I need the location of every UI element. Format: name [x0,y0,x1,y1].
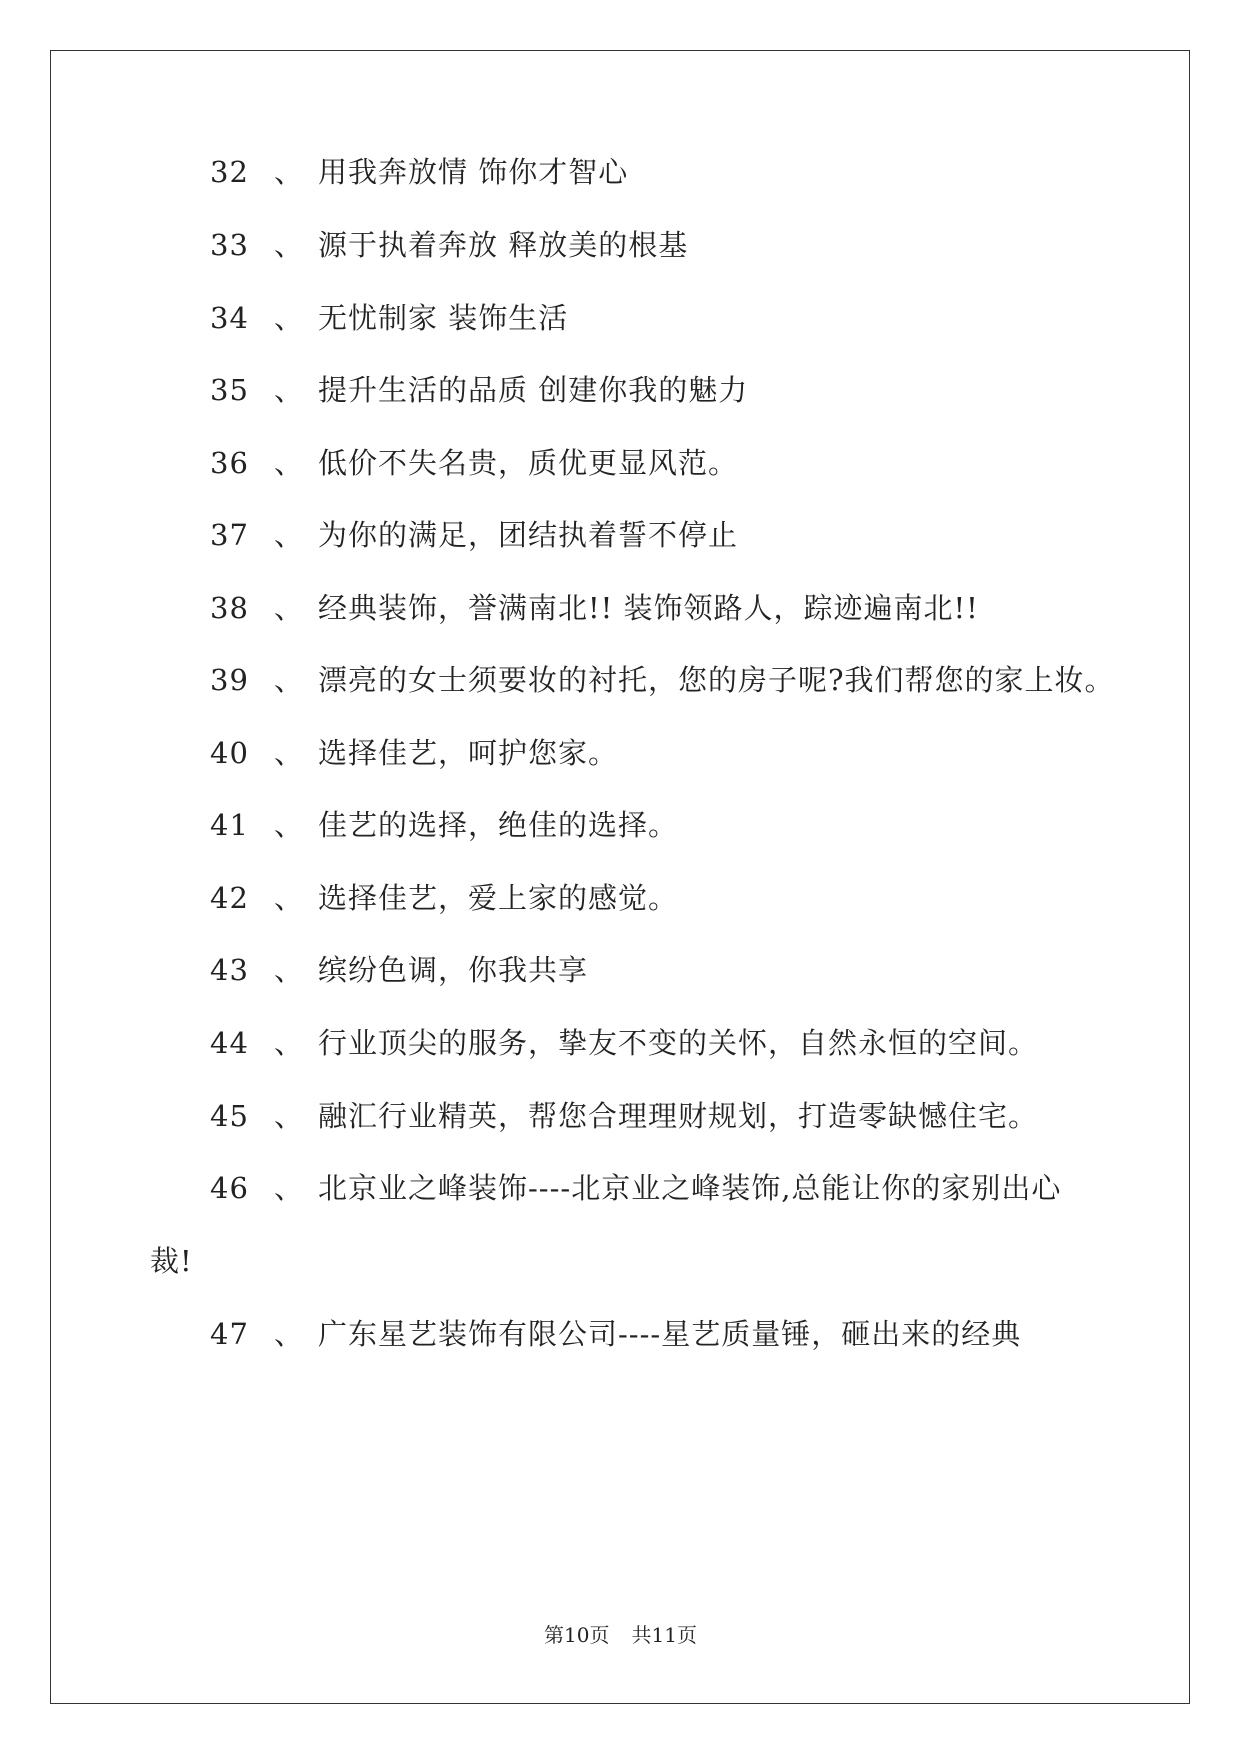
page-current: 10 [564,1623,590,1647]
item-number: 46 [210,1171,249,1205]
item-text: 为你的满足，团结执着誓不停止 [318,518,739,552]
item-number: 35 [210,373,249,407]
list-item: 42 、 选择佳艺，爱上家的感觉。 [150,878,1110,918]
item-text: 广东星艺装饰有限公司----星艺质量锤，砸出来的经典 [318,1317,1022,1351]
item-text: 漂亮的女士须要妆的衬托，您的房子呢?我们帮您的家上妆。 [318,663,1115,697]
item-text: 北京业之峰装饰----北京业之峰装饰,总能让你的家别出心 [318,1171,1062,1205]
item-text: 缤纷色调，你我共享 [318,953,589,987]
list-item: 47 、 广东星艺装饰有限公司----星艺质量锤，砸出来的经典 [150,1314,1110,1354]
item-number: 32 [210,155,249,189]
list-item: 44 、 行业顶尖的服务，挚友不变的关怀，自然永恒的空间。 [150,1023,1110,1063]
item-number: 38 [210,591,249,625]
item-text: 融汇行业精英，帮您合理理财规划，打造零缺憾住宅。 [318,1099,1039,1133]
list-item: 37 、 为你的满足，团结执着誓不停止 [150,515,1110,555]
item-number: 39 [210,663,249,697]
list-item: 35 、 提升生活的品质 创建你我的魅力 [150,370,1110,410]
item-text: 佳艺的选择，绝佳的选择。 [318,808,679,842]
item-number: 34 [210,301,249,335]
page-total: 11 [651,1623,677,1647]
item-number: 44 [210,1026,249,1060]
list-item: 39 、 漂亮的女士须要妆的衬托，您的房子呢?我们帮您的家上妆。 [150,660,1110,700]
item-text: 提升生活的品质 创建你我的魅力 [318,373,749,407]
item-text: 选择佳艺，呵护您家。 [318,736,619,770]
item-number: 36 [210,446,249,480]
item-number: 37 [210,518,249,552]
item-text: 行业顶尖的服务，挚友不变的关怀，自然永恒的空间。 [318,1026,1039,1060]
list-item: 32 、 用我奔放情 饰你才智心 [150,152,1110,192]
item-text: 低价不失名贵，质优更显风范。 [318,446,739,480]
item-text: 源于执着奔放 释放美的根基 [318,228,689,262]
list-item: 46 、 北京业之峰装饰----北京业之峰装饰,总能让你的家别出心 [150,1168,1110,1208]
page-footer: 第10页 共11页 [544,1623,697,1647]
list-item: 38 、 经典装饰，誉满南北!! 装饰领路人，踪迹遍南北!! [150,588,1110,628]
item-number: 41 [210,808,249,842]
item-text: 无忧制家 装饰生活 [318,301,569,335]
item-number: 43 [210,953,249,987]
item-number: 33 [210,228,249,262]
list-item: 33 、 源于执着奔放 释放美的根基 [150,225,1110,265]
item-number: 45 [210,1099,249,1133]
list-item: 45 、 融汇行业精英，帮您合理理财规划，打造零缺憾住宅。 [150,1096,1110,1136]
item-text: 选择佳艺，爱上家的感觉。 [318,881,679,915]
item-text: 用我奔放情 饰你才智心 [318,155,629,189]
item-number: 47 [210,1317,249,1351]
item-text: 裁! [150,1244,193,1278]
list-item: 43 、 缤纷色调，你我共享 [150,950,1110,990]
list-item: 40 、 选择佳艺，呵护您家。 [150,733,1110,773]
item-number: 42 [210,881,249,915]
list-item: 36 、 低价不失名贵，质优更显风范。 [150,443,1110,483]
item-number: 40 [210,736,249,770]
list-item: 34 、 无忧制家 装饰生活 [150,298,1110,338]
item-text: 经典装饰，誉满南北!! 装饰领路人，踪迹遍南北!! [318,591,979,625]
list-item: 41 、 佳艺的选择，绝佳的选择。 [150,805,1110,845]
list-item-continuation [150,1241,1110,1281]
